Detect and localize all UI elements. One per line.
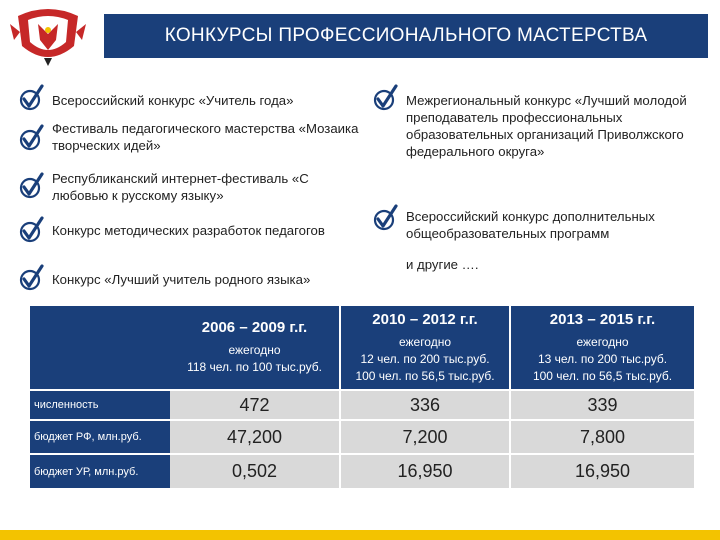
header-blank-cell: [30, 306, 170, 390]
list-item: Всероссийский конкурс дополнительных общеобразовательных программ: [406, 209, 655, 241]
period-label: 2010 – 2012 г.г.: [372, 310, 478, 328]
list-item: Межрегиональный конкурс «Лучший молодой преподаватель профессиональных образовательных организаций Приволжского федерального округа»: [406, 93, 687, 159]
list-item: Конкурс «Лучший учитель родного языка»: [52, 272, 311, 287]
period-label: 2013 – 2015 г.г.: [549, 310, 656, 328]
table-cell: 0,502: [170, 454, 340, 488]
table-cell: 7,200: [340, 420, 510, 454]
header-bar: [104, 14, 708, 58]
page-title: КОНКУРСЫ ПРОФЕССИОНАЛЬНОГО МАСТЕРСТВА: [164, 25, 648, 46]
period-label: 2006 – 2009 г.г.: [201, 319, 308, 336]
table-row: [30, 454, 694, 488]
table-header-row: [30, 306, 694, 390]
footer-accent-bar: [0, 530, 720, 540]
period-frequency: ежегодно: [576, 334, 629, 349]
checkmark-icon: [18, 264, 44, 292]
checkmark-icon: [372, 204, 398, 232]
table-cell: 16,950: [510, 454, 694, 488]
checkmark-icon: [18, 216, 44, 244]
table-cell: 7,800: [510, 420, 694, 454]
row-label: численность: [30, 390, 170, 420]
more-note: и другие ….: [406, 257, 479, 272]
period-detail: 12 чел. по 200 тыс.руб.: [360, 351, 490, 366]
list-item: Конкурс методических разработок педагогов: [52, 223, 325, 238]
period-header: [340, 306, 510, 390]
table-cell: 47,200: [170, 420, 340, 454]
table-row: [30, 420, 694, 454]
table-cell: 16,950: [340, 454, 510, 488]
checkmark-icon: [372, 84, 398, 112]
checkmark-icon: [18, 124, 44, 152]
period-detail: 118 чел. по 100 тыс.руб.: [187, 360, 322, 374]
table-cell: 339: [510, 390, 694, 420]
list-item: Республиканский интернет-фестиваль «С любовью к русскому языку»: [52, 171, 309, 203]
list-item: Всероссийский конкурс «Учитель года»: [52, 93, 294, 108]
list-item: Фестиваль педагогического мастерства «Мозаика творческих идей»: [52, 121, 359, 153]
period-detail: 100 чел. по 56,5 тыс.руб.: [355, 368, 495, 383]
row-label: бюджет УР, млн.руб.: [30, 454, 170, 488]
period-detail: 13 чел. по 200 тыс.руб.: [537, 351, 668, 366]
table-cell: 336: [340, 390, 510, 420]
period-header: [170, 306, 340, 390]
period-detail: 100 чел. по 56,5 тыс.руб.: [532, 368, 673, 383]
checkmark-icon: [18, 84, 44, 112]
checkmark-icon: [18, 172, 44, 200]
period-frequency: ежегодно: [398, 334, 452, 349]
row-label: бюджет РФ, млн.руб.: [30, 420, 170, 454]
coat-of-arms-emblem: [8, 6, 88, 70]
table-cell: 472: [170, 390, 340, 420]
period-frequency: ежегодно: [228, 343, 281, 357]
funding-table: [30, 306, 694, 488]
period-header: [510, 306, 694, 390]
table-row: [30, 390, 694, 420]
